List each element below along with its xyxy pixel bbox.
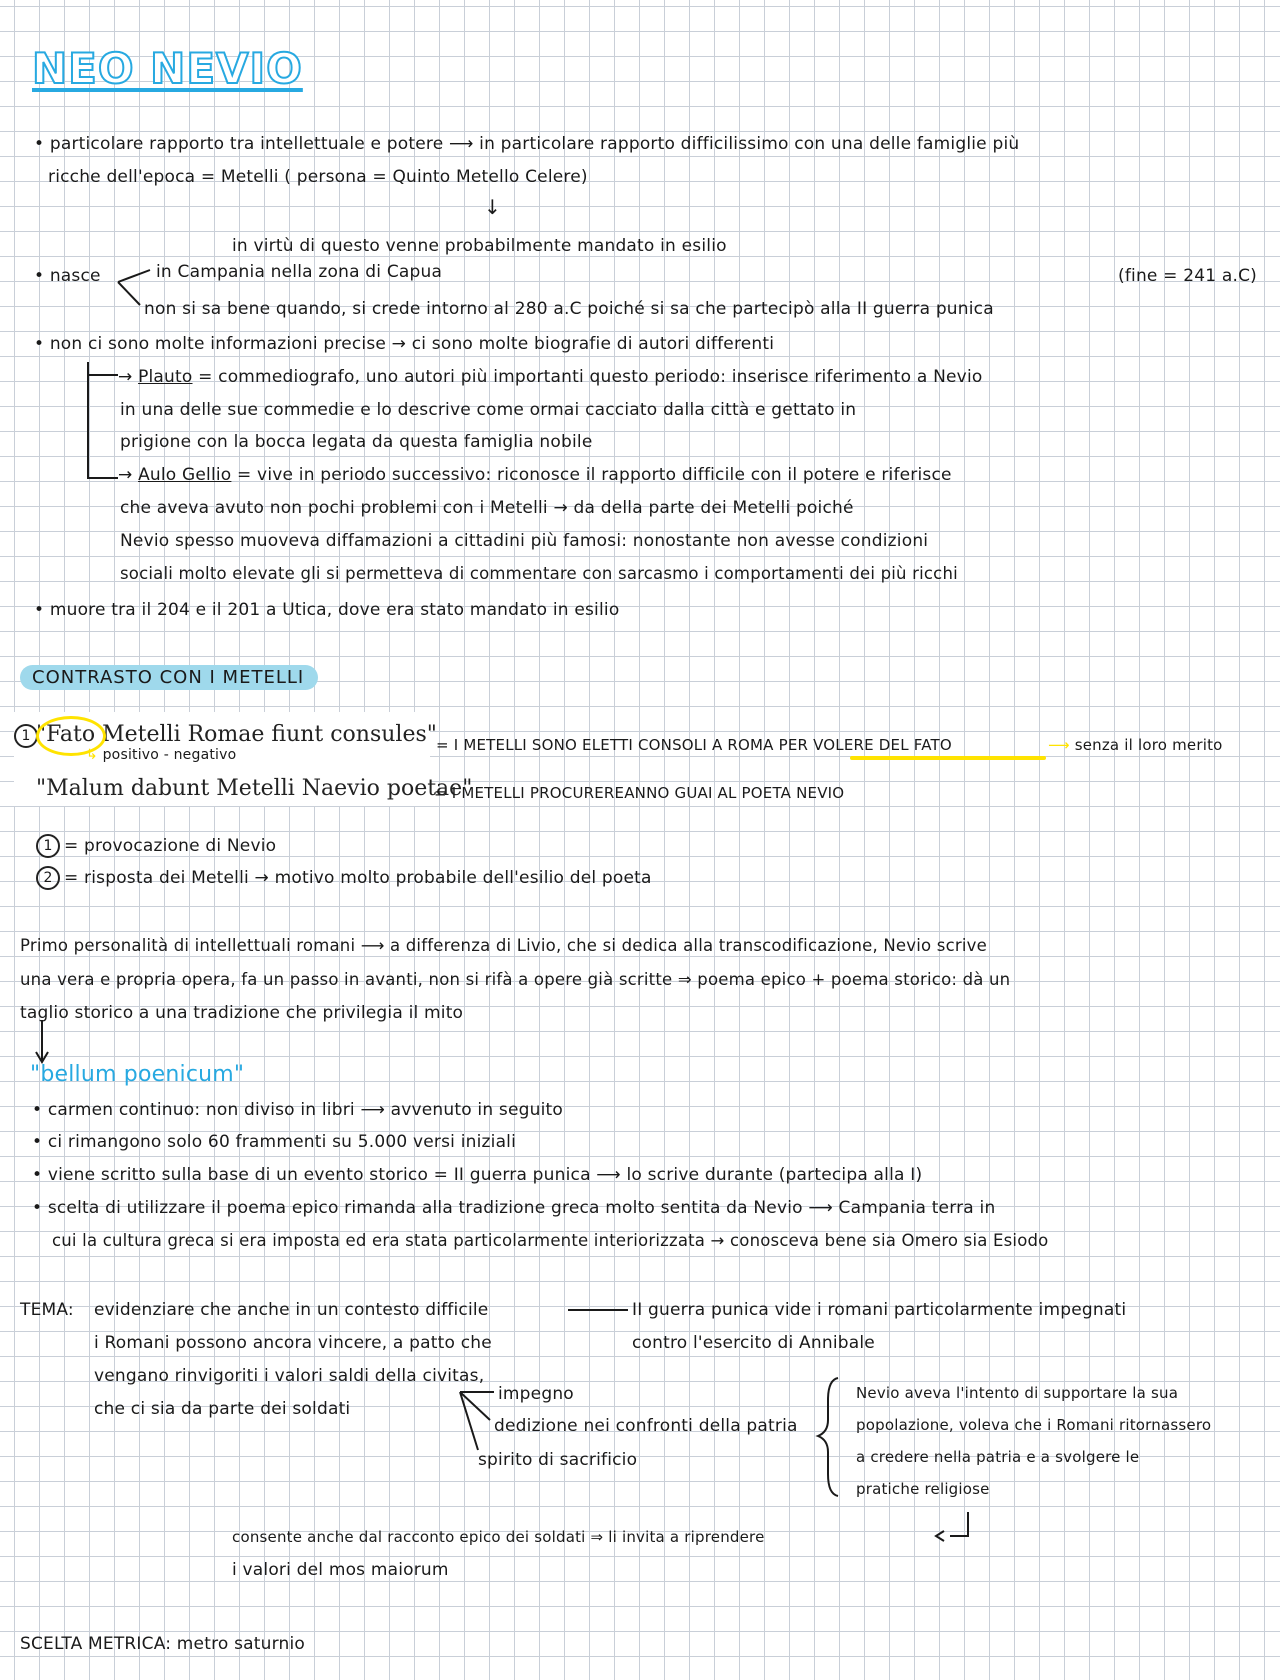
quote-1-number: 1 [14, 724, 38, 748]
intro-line-3: in virtù di questo venne probabilmente mandato in esilio [232, 236, 727, 256]
note-2-number: 2 [36, 866, 60, 890]
tema-label: TEMA: [20, 1300, 74, 1320]
meaning-highlight [850, 756, 1046, 760]
gellio-line-1: → Aulo Gellio = vive in periodo successivo: riconosce il rapporto difficile con il potere e riferisce [118, 465, 952, 485]
quote-1-extra: ⟶ senza il loro merito [1048, 736, 1223, 754]
gellio-line-4: sociali molto elevate gli si permetteva di commentare con sarcasmo i comportamenti dei più ricchi [120, 564, 958, 583]
intro-line-2: ricche dell'epoca = Metelli ( persona = Quinto Metello Celere) [48, 167, 588, 187]
tema-line-1: evidenziare che anche in un contesto difficile [94, 1300, 489, 1320]
quote-2: "Malum dabunt Metelli Naevio poetae" [36, 776, 473, 801]
bellum-bullet-2: • ci rimangono solo 60 frammenti su 5.000 versi iniziali [32, 1132, 517, 1152]
intento-line-4: pratiche religiose [856, 1480, 990, 1498]
tema-right-2: contro l'esercito di Annibale [632, 1333, 875, 1353]
bellum-bullet-4-cont: cui la cultura greca si era imposta ed era stata particolarmente interiorizzata → conosceva bene sia Omero sia Esiodo [52, 1231, 1049, 1250]
note-1-number: 1 [36, 834, 60, 858]
nasce-fine: (fine = 241 a.C) [1118, 266, 1258, 286]
quote-2-meaning: = I METELLI PROCUREREANNO GUAI AL POETA NEVIO [434, 784, 845, 802]
tema-line-2: i Romani possono ancora vincere, a patto che [94, 1333, 492, 1353]
primo-line-2: una vera e propria opera, fa un passo in avanti, non si rifà a opere già scritte ⇒ poema epico + poema storico: dà un [20, 970, 1011, 989]
bellum-bullet-4: • scelta di utilizzare il poema epico rimanda alla tradizione greca molto sentita da Nevio ⟶ Campania terra in [32, 1198, 996, 1218]
tema-line-4: che ci sia da parte dei soldati [94, 1399, 351, 1419]
gellio-line-3: Nevio spesso muoveva diffamazioni a cittadini più famosi: nonostante non avesse condizioni [120, 531, 929, 551]
gellio-line-2: che aveva avuto non pochi problemi con i Metelli → da della parte dei Metelli poiché [120, 498, 854, 518]
value-sacrificio: spirito di sacrificio [478, 1450, 638, 1470]
intro-line-1: • particolare rapporto tra intellettuale e potere ⟶ in particolare rapporto difficilissimo con una delle famiglie più [34, 134, 1020, 154]
plauto-name: Plauto [138, 367, 193, 387]
plauto-line-2: in una delle sue commedie e lo descrive come ormai cacciato dalla città e gettato in [120, 400, 857, 420]
section-title: CONTRASTO CON I METELLI [20, 665, 318, 690]
tema-right-1: II guerra punica vide i romani particolarmente impegnati [632, 1300, 1127, 1320]
gellio-name: Aulo Gellio [138, 465, 232, 485]
nasce-branch-2: non si sa bene quando, si crede intorno al 280 a.C poiché si sa che partecipò alla II guerra punica [144, 299, 994, 319]
bellum-bullet-3: • viene scritto sulla base di un evento storico = II guerra punica ⟶ lo scrive durante (partecipa alla I) [32, 1165, 923, 1185]
quote-1-meaning: = I METELLI SONO ELETTI CONSOLI A ROMA PER VOLERE DEL FATO [436, 736, 952, 754]
nasce-label: • nasce [34, 266, 101, 286]
plauto-line-3: prigione con la bocca legata da questa famiglia nobile [120, 432, 593, 452]
value-impegno: impegno [498, 1384, 574, 1404]
intento-line-3: a credere nella patria e a svolgere le [856, 1448, 1140, 1466]
quote-1: "Fato Metelli Romae fiunt consules" [36, 722, 437, 747]
note-2: = risposta dei Metelli → motivo molto probabile dell'esilio del poeta [64, 868, 652, 888]
primo-line-1: Primo personalità di intellettuali romani ⟶ a differenza di Livio, che si dedica alla transcodificazione, Nevio scrive [20, 936, 987, 955]
consente-line-1: consente anche dal racconto epico dei soldati ⇒ li invita a riprendere [232, 1528, 765, 1546]
primo-line-3: taglio storico a una tradizione che privilegia il mito [20, 1003, 464, 1023]
value-dedizione: dedizione nei confronti della patria [494, 1416, 798, 1436]
plauto-line-1: → Plauto = commediografo, uno autori più importanti questo periodo: inserisce riferimento a Nevio [118, 367, 983, 387]
consente-line-2: i valori del mos maiorum [232, 1560, 449, 1580]
down-arrow-icon: ↓ [484, 195, 501, 219]
intento-line-1: Nevio aveva l'intento di supportare la sua [856, 1384, 1179, 1402]
quote-1-note: ↳ positivo - negativo [86, 747, 237, 763]
scelta-metrica: SCELTA METRICA: metro saturnio [20, 1634, 305, 1654]
nasce-branch-1: in Campania nella zona di Capua [156, 262, 443, 282]
tema-line-3: vengano rinvigoriti i valori saldi della civitas, [94, 1366, 485, 1386]
intento-line-2: popolazione, voleva che i Romani ritornassero [856, 1416, 1212, 1434]
bellum-title: "bellum poenicum" [30, 1062, 245, 1087]
note-1: = provocazione di Nevio [64, 836, 277, 856]
info-line: • non ci sono molte informazioni precise → ci sono molte biografie di autori differenti [34, 334, 775, 354]
muore-line: • muore tra il 204 e il 201 a Utica, dove era stato mandato in esilio [34, 600, 620, 620]
bellum-bullet-1: • carmen continuo: non diviso in libri ⟶ avvenuto in seguito [32, 1100, 564, 1120]
page-title: NEO NEVIO [32, 44, 303, 93]
